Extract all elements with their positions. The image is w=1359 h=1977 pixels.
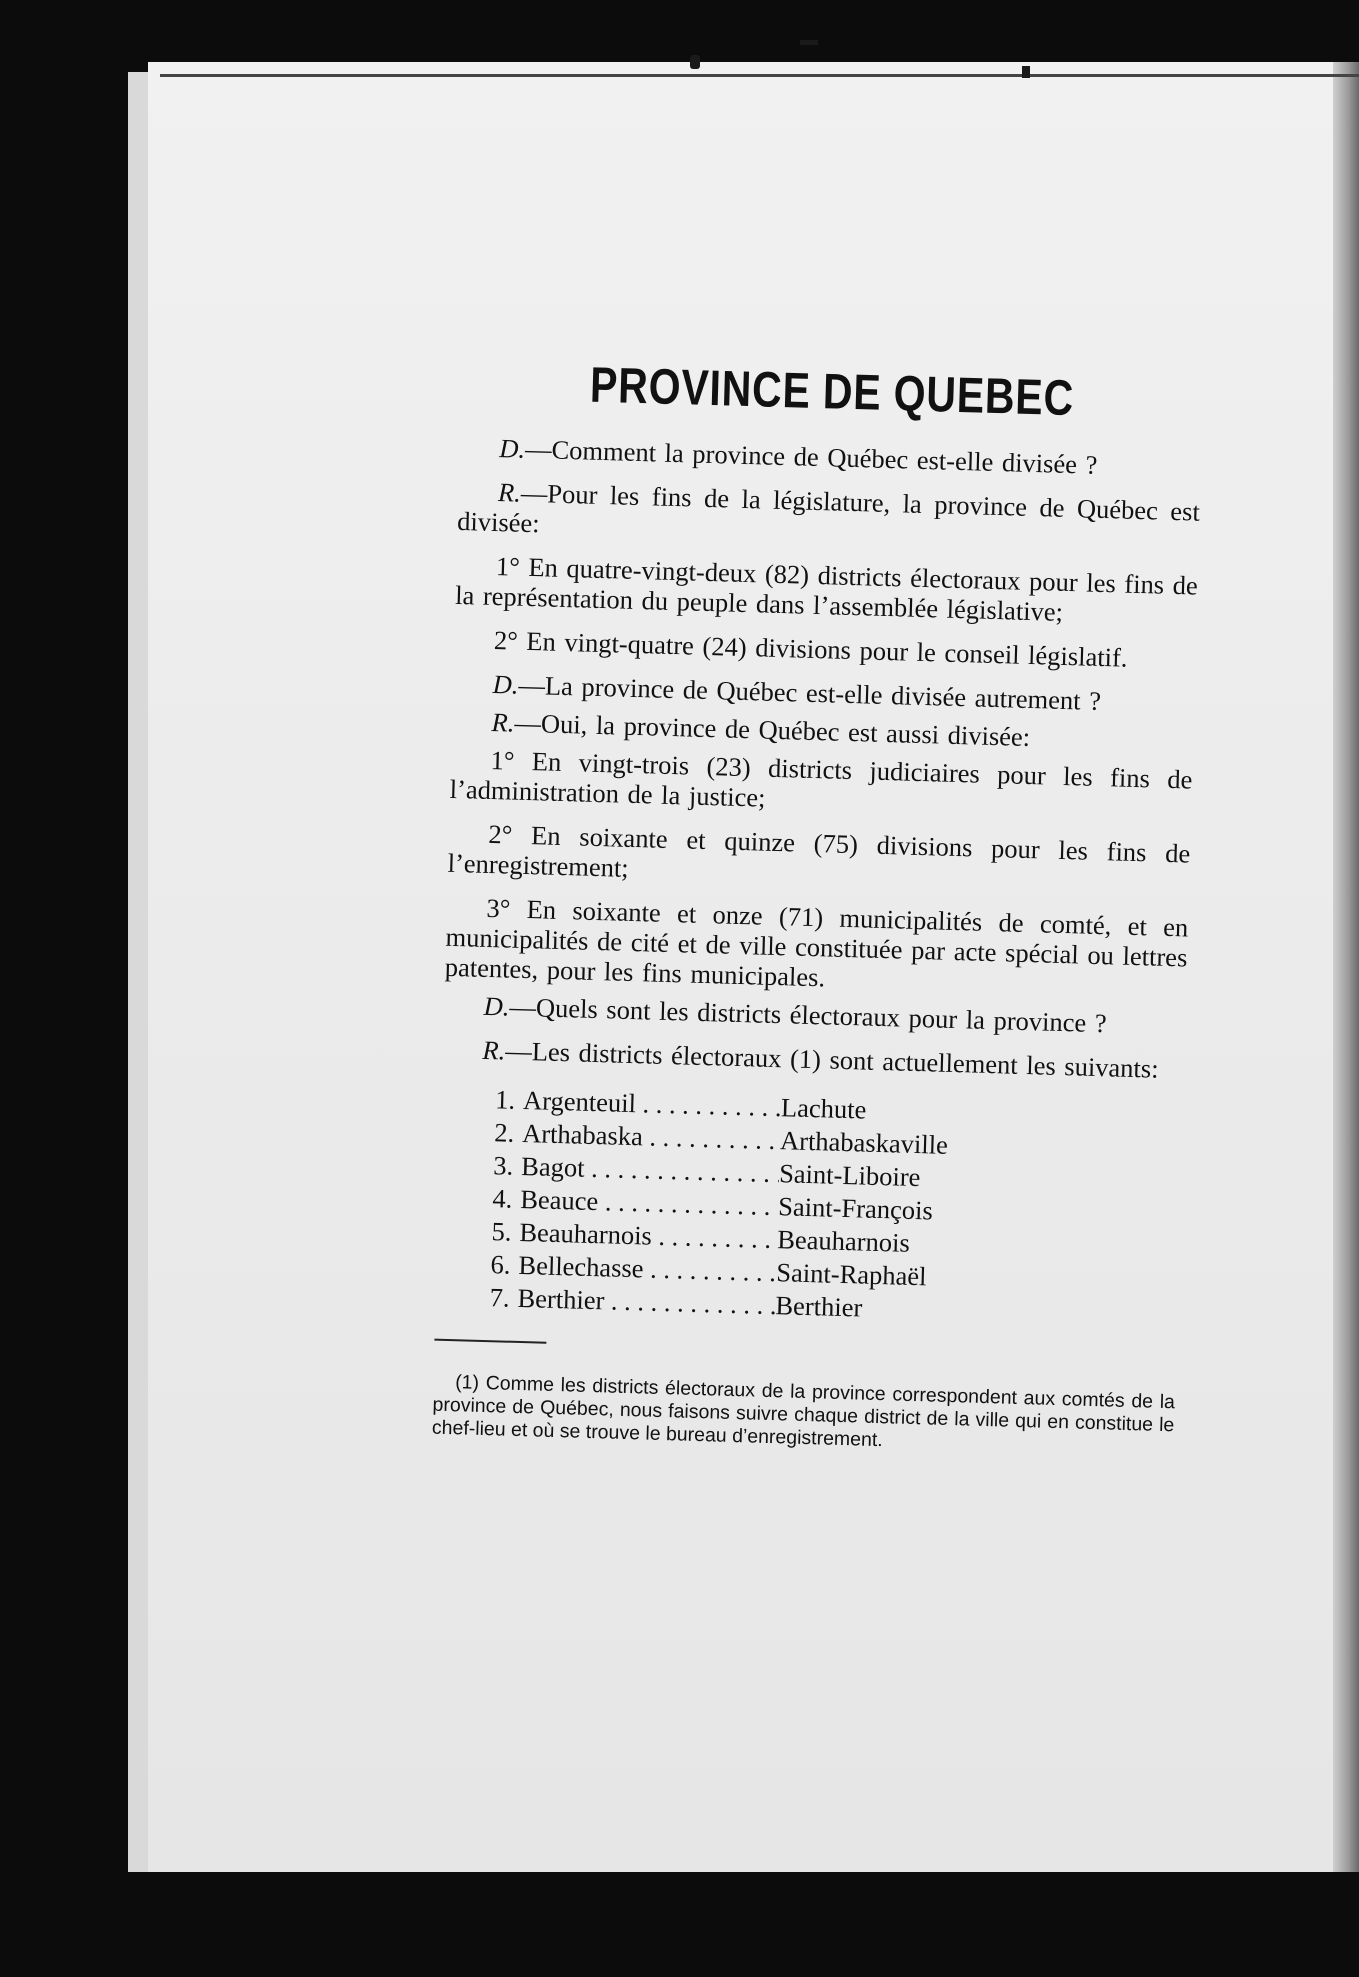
district-seat: Beauharnois: [776, 1224, 911, 1258]
district-name: Beauharnois . . .: [519, 1216, 778, 1256]
paragraph: [442, 1034, 1185, 1085]
paragraph-text: 1° En vingt-trois (23) districts judiciaires pour les fins de l’administration de la justice;: [449, 744, 1193, 813]
district-name: Argenteuil . . .: [523, 1084, 782, 1124]
paragraph-text: —Quels sont les districts électoraux pour la province ?: [509, 991, 1108, 1039]
paragraph-text: 1° En quatre-vingt-deux (82) districts électoraux pour les fins de la représentation du peuple dans l’assemblée législative;: [454, 551, 1199, 627]
paragraph-text: —Pour les fins de la législature, la province de Québec est divisée:: [456, 477, 1201, 539]
answer-marker: R.: [497, 477, 522, 508]
district-name: Bellechasse . . .: [518, 1249, 777, 1289]
page-edge: [1333, 62, 1359, 1872]
answer-marker: R.: [482, 1034, 506, 1066]
question-marker: D.: [483, 990, 510, 1022]
scan-speck: [800, 40, 818, 45]
paragraph: [444, 892, 1188, 1003]
district-seat: Saint-Raphaël: [776, 1257, 927, 1292]
paragraph-text: —La province de Québec est-elle divisée autrement ?: [518, 669, 1102, 716]
district-name: Arthabaska . . .: [522, 1117, 781, 1157]
scan-speck: [690, 55, 700, 69]
paragraph-text: 3° En soixante et onze (71) municipalités de comté, et en municipalités de cité et de ville constituée par acte spécial ou lettres patentes, pour les fins municipales.: [444, 892, 1189, 993]
district-seat: Lachute: [780, 1092, 867, 1125]
district-seat: Arthabaskaville: [779, 1125, 949, 1160]
district-number: 3.: [493, 1150, 514, 1181]
paragraph-text: 2° En vingt-quatre (24) divisions pour le conseil législatif.: [493, 625, 1128, 673]
page-top-edge: [160, 74, 1359, 77]
page-title: PROVINCE DE QUEBEC: [589, 356, 1075, 427]
district-number: 4.: [492, 1183, 513, 1214]
district-list: [475, 1083, 1183, 1334]
paragraph: [449, 744, 1192, 825]
district-seat: Saint-François: [777, 1191, 934, 1226]
answer-marker: R.: [491, 706, 515, 738]
district-number: 1.: [494, 1084, 516, 1115]
footnote: (1) Comme les districts électoraux de la province correspondent aux comtés de la province de Québec, nous faisons suivre chaque district de la ville qui en constitue le chef-lieu et où se trouve le bureau d’enregistrement.: [431, 1371, 1176, 1452]
paragraph-text: —Les districts électoraux (1) sont actuellement les suivants:: [504, 1035, 1160, 1084]
page-content: [432, 352, 1204, 1460]
district-number: 6.: [490, 1249, 511, 1280]
paragraph: [454, 624, 1197, 675]
paragraph-text: —Oui, la province de Québec est aussi divisée:: [514, 707, 1031, 753]
district-seat: Saint-Liboire: [778, 1158, 921, 1193]
paragraph-text: 2° En soixante et quinze (75) divisions pour les fins de l’enregistrement;: [447, 818, 1191, 883]
district-name: Beauce . . .: [520, 1183, 779, 1223]
paragraph: [457, 476, 1200, 557]
district-seat: Berthier: [775, 1290, 863, 1323]
paragraph: [459, 432, 1202, 483]
question-marker: D.: [492, 668, 519, 700]
paragraph: [455, 550, 1198, 631]
paragraph-text: —Comment la province de Québec est-elle divisée ?: [524, 433, 1098, 480]
footnote-divider: [434, 1339, 546, 1344]
district-number: 2.: [493, 1117, 515, 1148]
scan-speck: [1022, 66, 1030, 78]
district-name: Berthier . . .: [517, 1282, 776, 1322]
question-marker: D.: [498, 433, 526, 464]
district-name: Bagot . . .: [521, 1150, 780, 1190]
district-number: 5.: [491, 1216, 512, 1247]
district-number: 7.: [489, 1282, 511, 1313]
paragraph: [447, 818, 1190, 899]
